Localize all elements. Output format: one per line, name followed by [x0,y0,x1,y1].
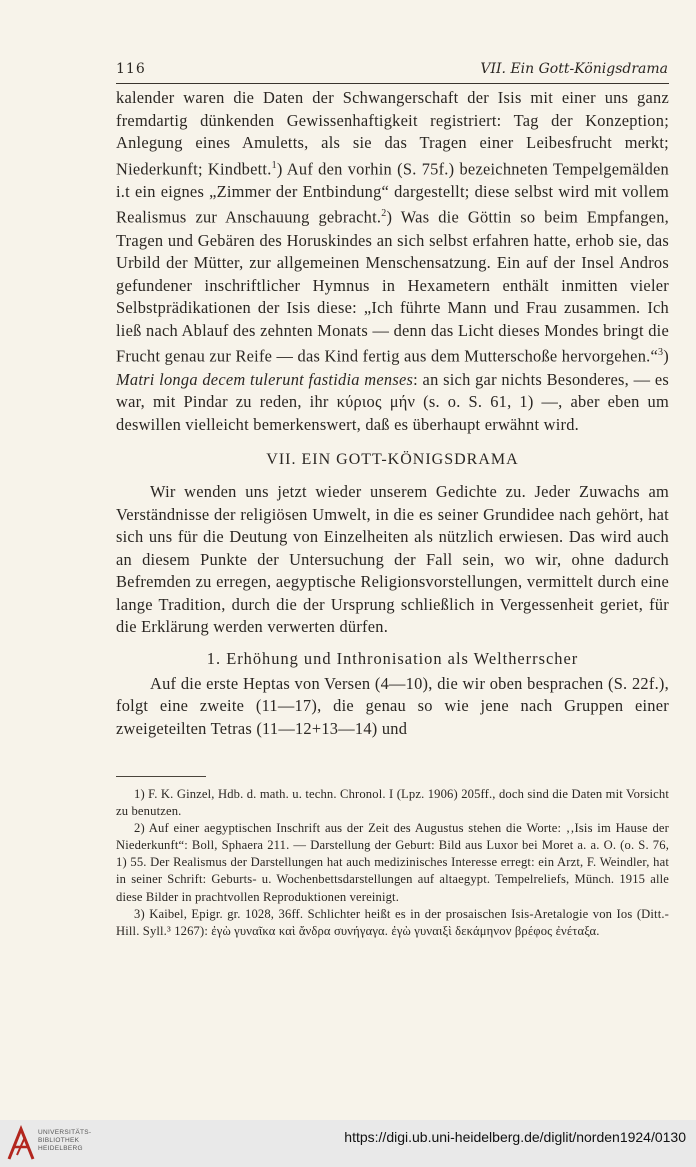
para1-text-d: ) [663,346,669,366]
page-number: 116 [116,61,146,77]
subsection-title: 1. Erhöhung und Inthronisation als Weltherrscher [206,649,579,669]
footnotes [116,786,669,940]
paragraph-2: Wir wenden uns jetzt wieder unserem Gedichte zu. Jeder Zuwachs am Verständnisse der religiösen Umwelt, in die es seiner Grundidee nach gehört, hat sich uns für die Deutung von Einzelheiten als nützlich erwiesen. Das wird auch an diesem Punkte der Untersuchung der Fall sein, wo wir, ohne dadurch Befremden zu erregen, aegyptische Religionsvorstellungen, vermittelt durch eine lange Tradition, durch die der Ursprung schließlich in Vergessenheit geriet, für die Erklärung werden verwerten dürfen. [116,481,669,637]
footnote-ref-2: 2 [381,208,387,220]
footnote-2: 2) Auf einer aegyptischen Inschrift aus der Zeit des Augustus stehen die Worte: ‚‚Isis im Hause der Niederkunft“: Boll, Sphaera 211. — Darstellung der Geburt: Bild aus Luxor bei Moret a. a. O. (o. S. 76, 1) 55. Der Realismus der Darstellungen hat auch medizinisches Interesse erregt: ein Arzt, F. Weindler, hat in seiner Schrift: Geburts- u. Wochenbettsdarstellungen auf altaegypt. Tempelreliefs, Münch. 1915 alle diese Bilder in prachtvollen Reproduktionen vereinigt. [116,821,669,904]
footnote-ref-1: 1 [271,159,277,171]
running-header [116,61,668,83]
para1-text-e: : an sich gar nichts Besonderes, — es war, mit Pindar zu reden, ihr κύριος μήν (s. o. S. 61, 1) —, aber eben um deswillen vielleicht bemerkenswert, daß es überhaupt erwähnt wird. [116,369,669,434]
library-name [38,1129,91,1153]
para1-text-c: ) Was die Göttin so beim Empfangen, Tragen und Gebären des Horuskindes an sich selbst erfahren hatte, erhob sie, das Urbild der Mütter, zur allgemeinen Menschensatzung. Ein auf der Insel Andros gefundener inschriftlicher Hymnus in Hexametern enthält inmitten vieler Selbstprädikationen der Isis diese: „Ich führte Mann und Frau zusammen. Ich ließ nach Ablauf des zehnten Monats — denn das Licht dieses Mondes bringt die Frucht genau zur Reife — das Kind fertig aus dem Mutterschoße hervorgehen.“ [116,207,669,366]
section-title: VII. EIN GOTT-KÖNIGSDRAMA [266,451,519,469]
latin-quote: Matri longa decem tulerunt fastidia menses [116,369,414,389]
library-name-line1: UNIVERSITÄTS- [38,1129,92,1136]
running-title: VII. Ein Gott-Königsdrama [480,61,668,77]
header-rule [116,83,669,84]
library-name-line2: BIBLIOTHEK [38,1137,80,1144]
main-text [116,87,669,740]
library-name-line3: HEIDELBERG [38,1145,83,1152]
para1-text-b: ) Auf den vorhin (S. 75f.) bezeichneten Tempelgemälden i.t ein eignes „Zimmer der Entbindung“ dargestellt; diese selbst wird mit vollem Realismus zur Anschauung gebracht. [116,159,669,227]
paragraph-3: Auf die erste Heptas von Versen (4—10), die wir oben besprachen (S. 22f.), folgt eine zweite (11—17), die genau so wie jene nach Gruppen einer zweigeteilten Tetras (11—12+13—14) und [116,673,669,738]
footnote-ref-3: 3 [658,347,664,359]
para1-text-a: kalender waren die Daten der Schwangerschaft der Isis mit einer uns ganz fremdartig dünkenden Gewissenhaftigkeit registriert: Tag der Konzeption; Anlegung eines Amuletts, als sie das Tragen einer Leibesfrucht merkt; Niederkunft; Kindbett. [116,88,669,179]
library-logo-icon [7,1125,35,1161]
footnote-3: 3) Kaibel, Epigr. gr. 1028, 36ff. Schlichter heißt es in der prosaischen Isis-Aretalogie von Ios (Ditt.-Hill. Syll.³ 1267): ἐγὼ γυναῖκα καὶ ἄνδρα συνήγαγα. ἐγὼ γυναιξὶ δεκάμηνον βρέφος ἐνέταξα. [116,906,669,938]
footnote-1: 1) F. K. Ginzel, Hdb. d. math. u. techn. Chronol. I (Lpz. 1906) 205ff., doch sind die Daten mit Vorsicht zu benutzen. [116,787,669,819]
footnote-rule [116,776,206,777]
page-url[interactable]: https://digi.ub.uni-heidelberg.de/diglit/norden1924/0130 [344,1129,686,1145]
paragraph-1 [116,87,669,436]
